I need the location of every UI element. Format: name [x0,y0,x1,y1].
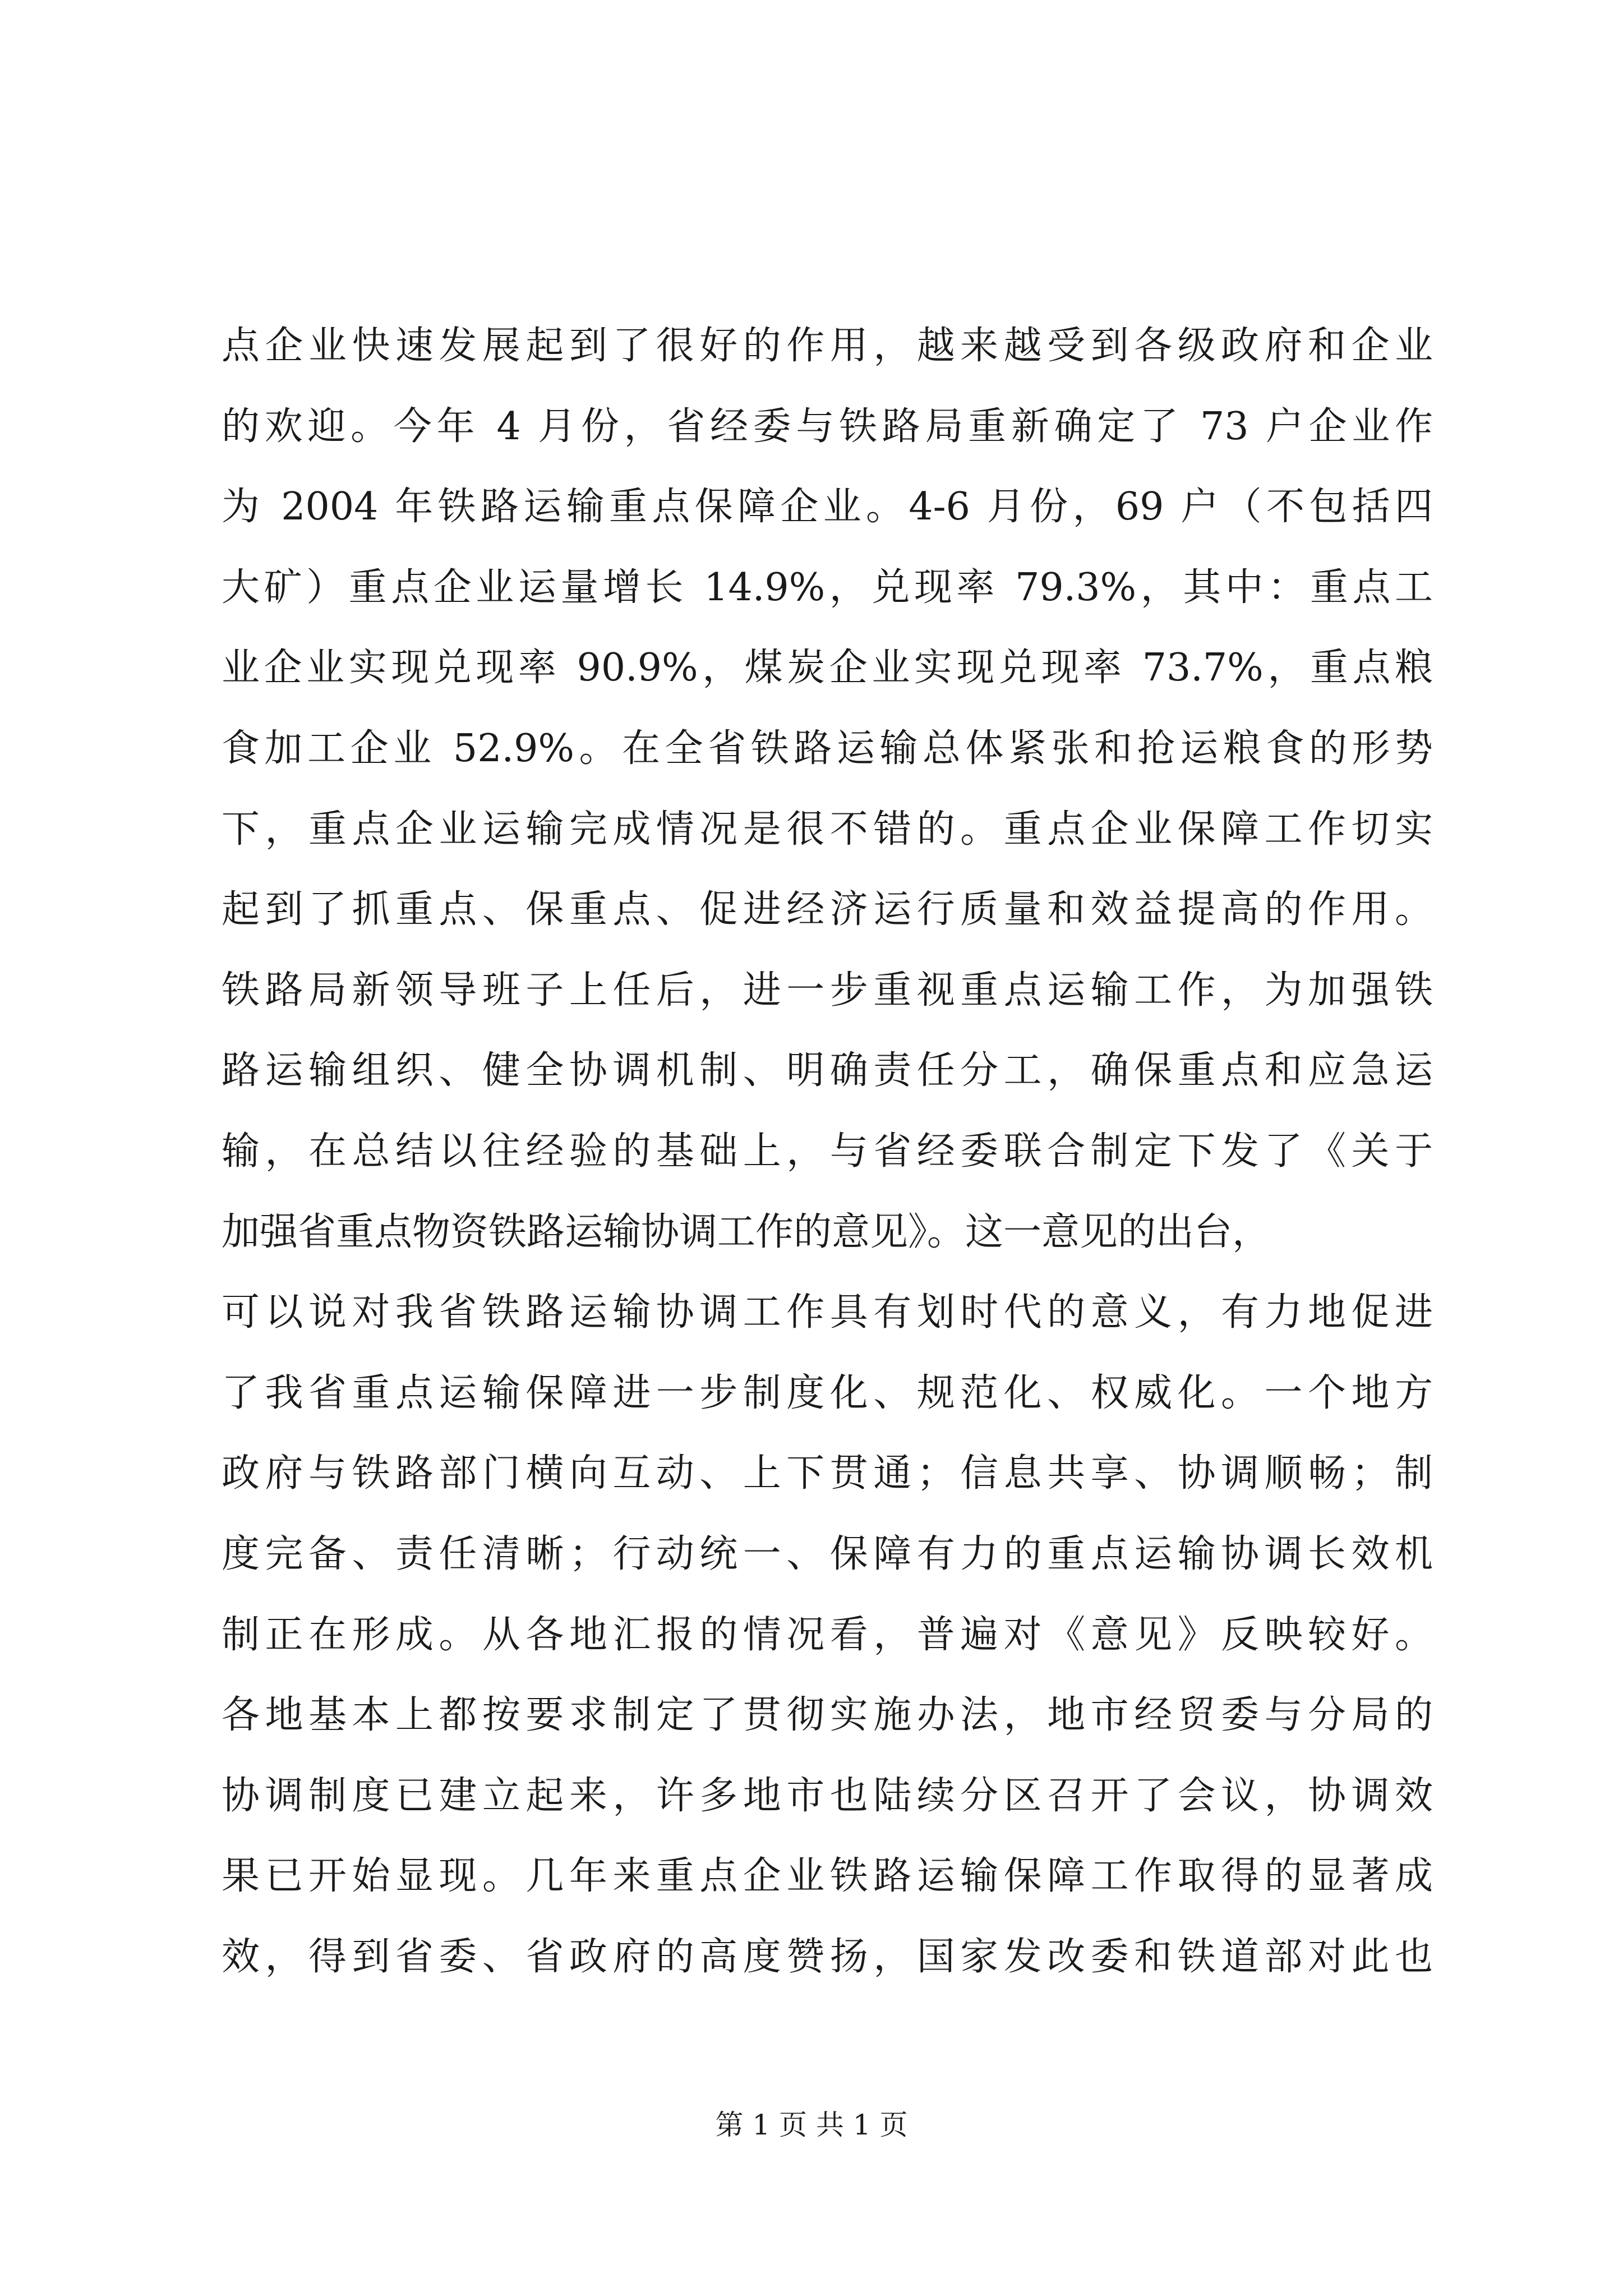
text-line: 协调制度已建立起来，许多地市也陆续分区召开了会议，协调效 [222,1773,1433,1818]
text-line: 为 2004 年铁路运输重点保障企业。4-6 月份，69 户（不包括四 [222,485,1433,530]
body-text [222,306,1433,1997]
text-line: 各地基本上都按要求制定了贯彻实施办法，地市经贸委与分局的 [222,1693,1433,1738]
text-line: 起到了抓重点、保重点、促进经济运行质量和效益提高的作用。 [222,887,1433,932]
text-line: 了我省重点运输保障进一步制度化、规范化、权威化。一个地方 [222,1370,1433,1415]
text-line: 的欢迎。今年 4 月份，省经委与铁路局重新确定了 73 户企业作 [222,404,1433,449]
text-line: 点企业快速发展起到了很好的作用，越来越受到各级政府和企业 [222,324,1433,368]
text-line: 路运输组织、健全协调机制、明确责任分工，确保重点和应急运 [222,1048,1433,1093]
text-line: 制正在形成。从各地汇报的情况看，普遍对《意见》反映较好。 [222,1612,1433,1657]
text-line: 铁路局新领导班子上任后，进一步重视重点运输工作，为加强铁 [222,968,1433,1013]
text-line: 输，在总结以往经验的基础上，与省经委联合制定下发了《关于 [222,1129,1433,1174]
text-line: 政府与铁路部门横向互动、上下贯通；信息共享、协调顺畅；制 [222,1451,1433,1496]
text-line: 果已开始显现。几年来重点企业铁路运输保障工作取得的显著成 [222,1854,1433,1899]
text-line: 度完备、责任清晰；行动统一、保障有力的重点运输协调长效机 [222,1531,1433,1576]
text-line: 可以说对我省铁路运输协调工作具有划时代的意义，有力地促进 [222,1290,1433,1335]
text-line: 大矿）重点企业运量增长 14.9%，兑现率 79.3%，其中：重点工 [222,565,1433,610]
text-line: 下，重点企业运输完成情况是很不错的。重点企业保障工作切实 [222,807,1433,852]
text-line: 食加工企业 52.9%。在全省铁路运输总体紧张和抢运粮食的形势 [222,726,1433,771]
page-number-footer: 第 1 页 共 1 页 [715,2109,908,2141]
text-line: 业企业实现兑现率 90.9%，煤炭企业实现兑现率 73.7%，重点粮 [222,646,1433,691]
text-line: 加强省重点物资铁路运输协调工作的意见》。这一意见的出台， [222,1209,1271,1254]
text-line: 效，得到省委、省政府的高度赞扬，国家发改委和铁道部对此也 [222,1934,1433,1979]
